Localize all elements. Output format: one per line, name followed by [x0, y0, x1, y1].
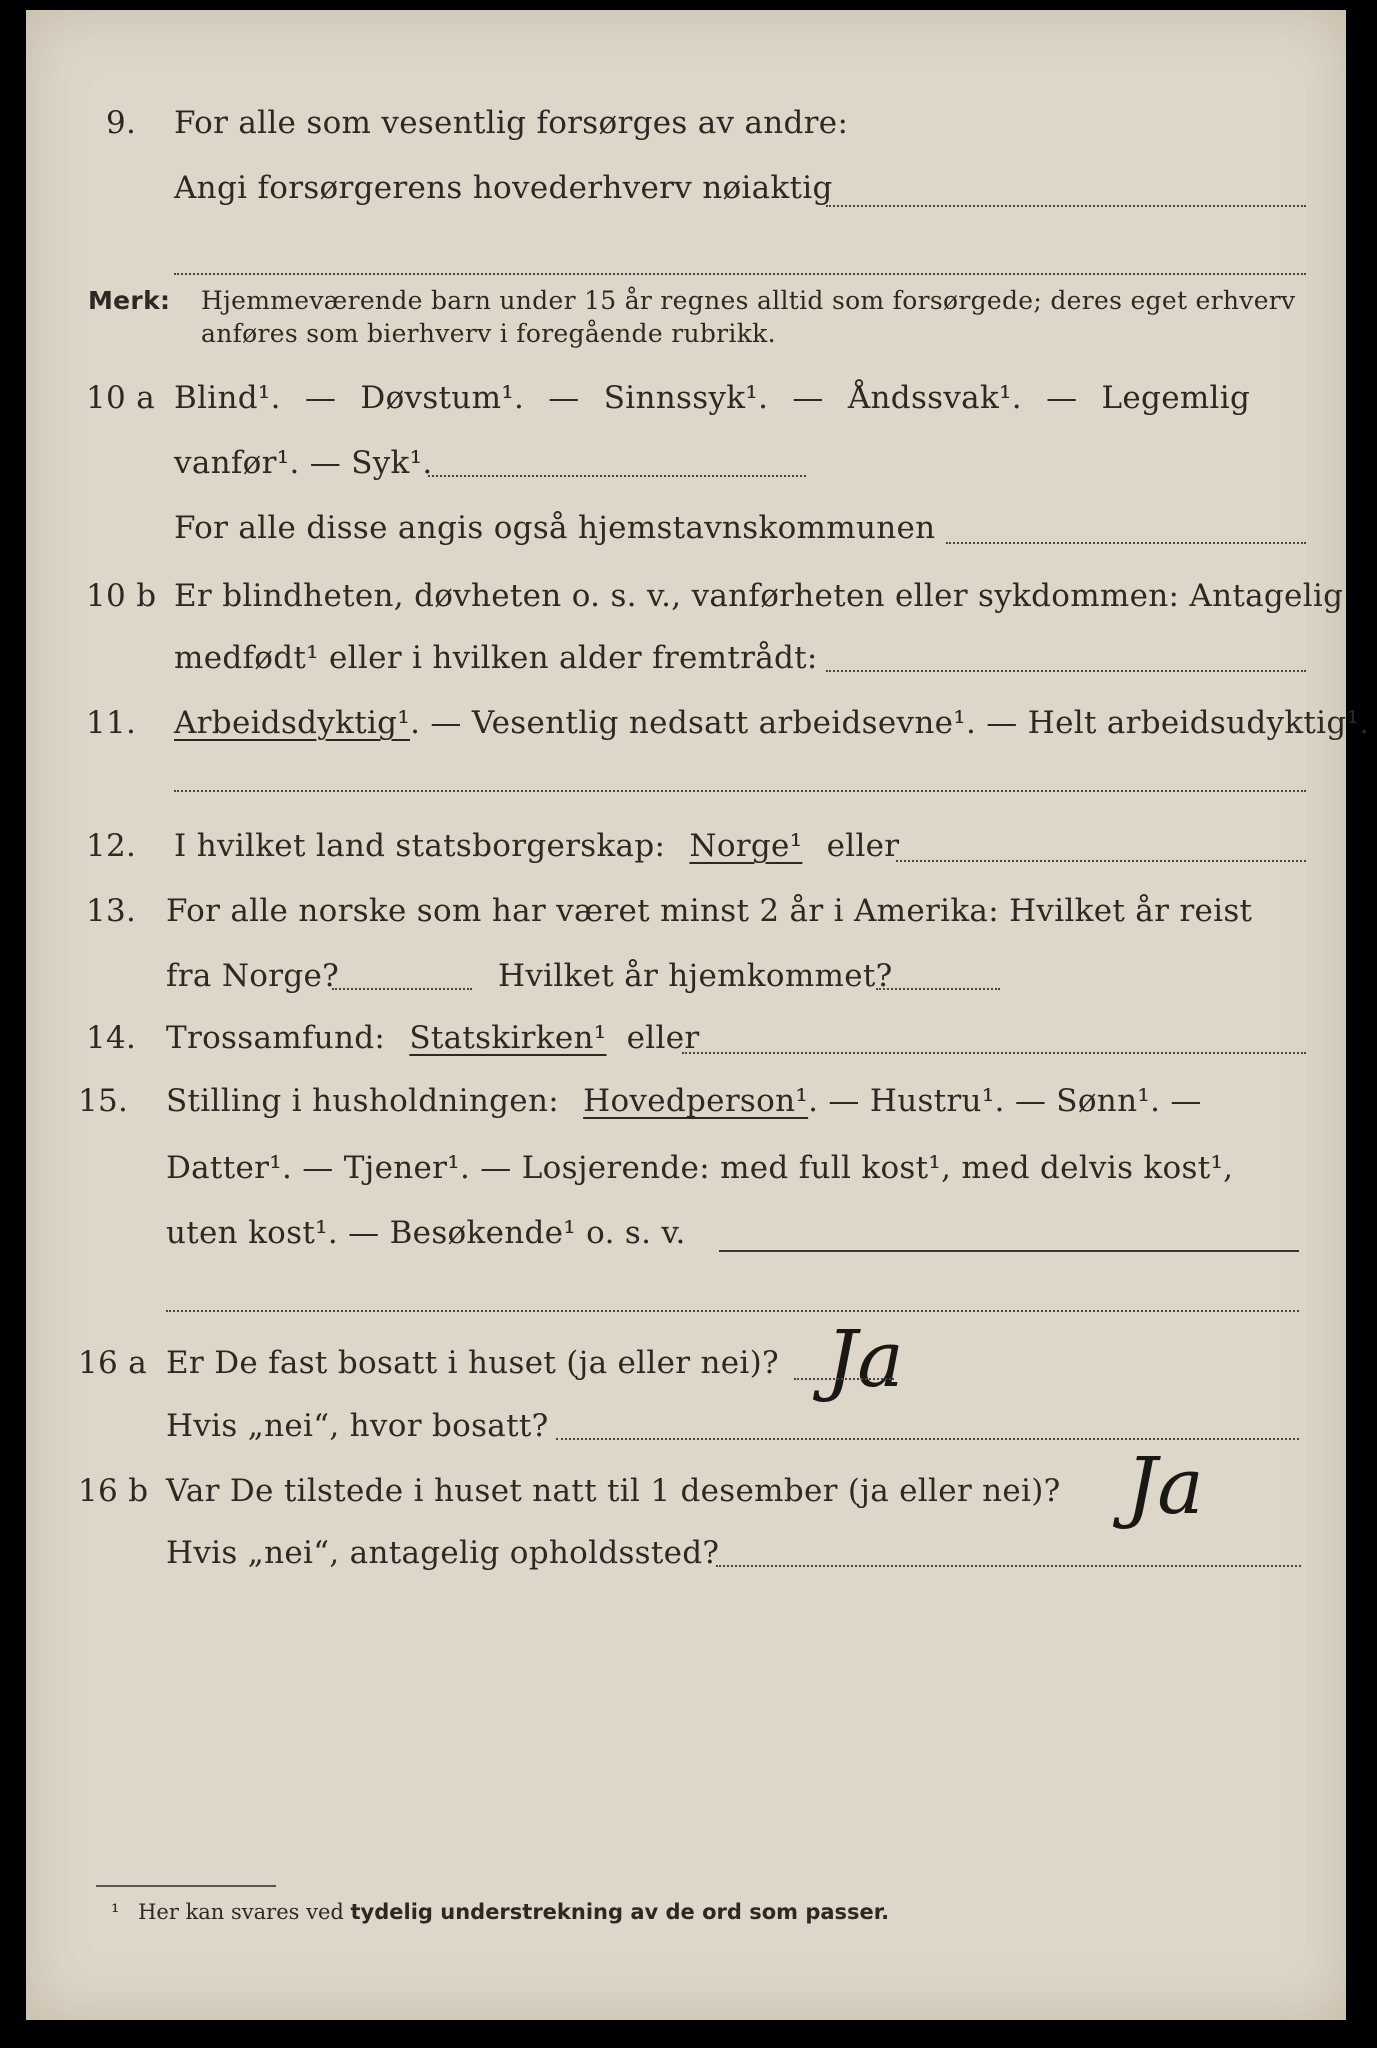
fill-line: [682, 1052, 1306, 1054]
footnote-mark: ¹: [111, 1900, 120, 1924]
item-text: vanfør¹. — Syk¹.: [174, 445, 433, 481]
census-form-page: [26, 10, 1370, 2020]
item-number: 14.: [86, 1020, 137, 1056]
merk-text: anføres som bierhverv i foregående rubrikk.: [201, 319, 776, 348]
item-text: . — Hustru¹. — Sønn¹. —: [808, 1083, 1202, 1119]
item-text: . — Vesentlig nedsatt arbeidsevne¹. — Helt arbeidsudyktig¹.: [410, 705, 1370, 741]
item-number: 9.: [106, 105, 137, 141]
item-text: fra Norge?: [166, 958, 340, 994]
item-text: Var De tilstede i huset natt til 1 desember (ja eller nei)?: [166, 1473, 1061, 1509]
fill-line: [826, 205, 1306, 207]
item-text: Hvis „nei“, hvor bosatt?: [166, 1408, 549, 1444]
selected-answer: Hovedperson¹: [583, 1083, 809, 1119]
item-number: 11.: [86, 705, 137, 741]
item-text: Hvis „nei“, antagelig opholdssted?: [166, 1535, 720, 1571]
item-number: 10 b: [86, 578, 157, 614]
fill-line: [896, 860, 1306, 862]
fill-line: [876, 988, 1000, 990]
item-number: 16 a: [78, 1345, 147, 1381]
item-number: 10 a: [86, 380, 155, 416]
item-text: Er De fast bosatt i huset (ja eller nei)?: [166, 1345, 779, 1381]
fill-line: [174, 273, 1306, 275]
fill-line: [719, 1250, 1299, 1252]
item-number: 12.: [86, 828, 137, 864]
item-number: 16 b: [78, 1473, 149, 1509]
selected-answer: Arbeidsdyktig¹: [174, 705, 411, 741]
item-number: 15.: [78, 1083, 129, 1119]
footnote-rule: [96, 1885, 276, 1887]
fill-line: [556, 1438, 1299, 1440]
item-text: Trossamfund:: [166, 1020, 386, 1056]
item-number: 13.: [86, 893, 137, 929]
footnote: [111, 1900, 889, 1924]
footnote-bold-text: tydelig understrekning av de ord som passer.: [350, 1900, 890, 1924]
fill-line: [946, 542, 1306, 544]
merk-text: Hjemmeværende barn under 15 år regnes alltid som forsørgede; deres eget erhverv: [201, 286, 1296, 315]
item-text: Er blindheten, døvheten o. s. v., vanførheten eller sykdommen: Antagelig: [174, 578, 1344, 614]
fill-line: [826, 670, 1306, 672]
item-text: For alle som vesentlig forsørges av andre:: [174, 105, 849, 141]
handwritten-answer: Ja: [1126, 1442, 1204, 1532]
item-text: For alle disse angis også hjemstavnskommunen: [174, 510, 936, 546]
item-text: Blind¹. — Døvstum¹. — Sinnssyk¹. — Åndssvak¹. — Legemlig: [174, 380, 1251, 416]
selected-answer: Norge¹: [689, 828, 803, 864]
item-text: Hvilket år hjemkommet?: [498, 958, 893, 994]
item-text: eller: [826, 828, 900, 864]
fill-line: [332, 988, 472, 990]
item-text: I hvilket land statsborgerskap:: [174, 828, 666, 864]
fill-line: [716, 1565, 1301, 1567]
item-text: eller: [626, 1020, 700, 1056]
fill-line: [428, 475, 806, 477]
selected-answer: Statskirken¹: [409, 1020, 607, 1056]
item-text: For alle norske som har været minst 2 år i Amerika: Hvilket år reist: [166, 893, 1253, 929]
fill-line: [794, 1378, 894, 1380]
item-text: Datter¹. — Tjener¹. — Losjerende: med full kost¹, med delvis kost¹,: [166, 1150, 1234, 1186]
fill-line: [174, 790, 1306, 792]
item-text: uten kost¹. — Besøkende¹ o. s. v.: [166, 1215, 686, 1251]
merk-label: Merk:: [88, 286, 171, 315]
item-text: Angi forsørgerens hovederhverv nøiaktig: [174, 170, 833, 206]
item-text: medfødt¹ eller i hvilken alder fremtrådt:: [174, 640, 818, 676]
footnote-text: Her kan svares ved: [138, 1900, 344, 1924]
handwritten-answer: Ja: [826, 1315, 904, 1405]
fill-line: [166, 1310, 1299, 1312]
item-text: Stilling i husholdningen:: [166, 1083, 559, 1119]
